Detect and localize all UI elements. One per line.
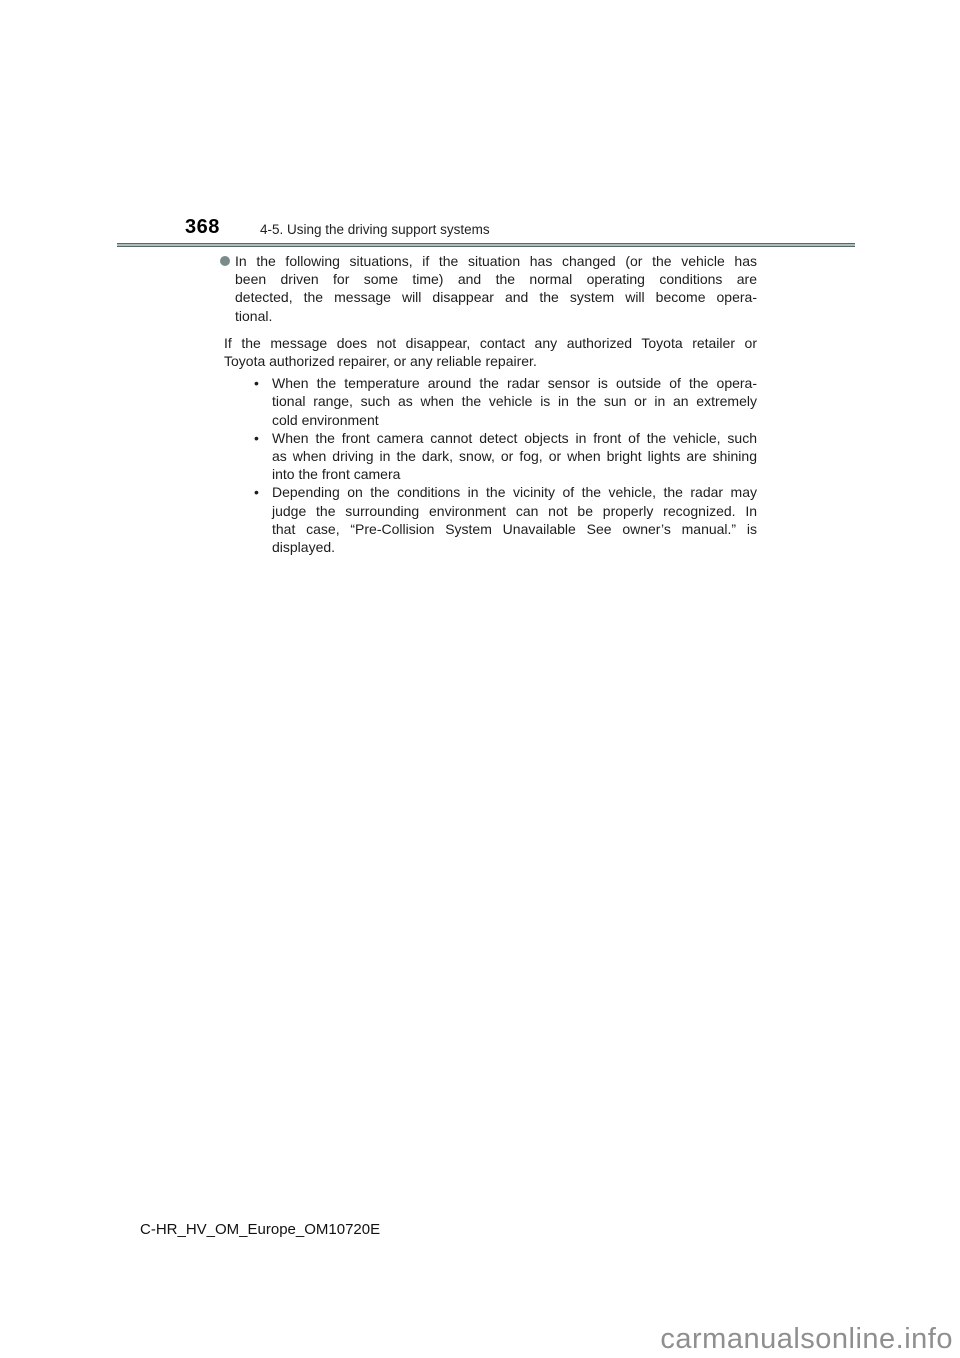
header-rule-divider <box>117 243 855 247</box>
text-line: Depending on the conditions in the vicinity of the vehicle, the radar may <box>272 484 757 501</box>
page-number: 368 <box>185 216 220 238</box>
small-bullet-icon: • <box>254 429 259 446</box>
text-line: been driven for some time) and the normal operating conditions are <box>235 271 757 288</box>
document-code: C-HR_HV_OM_Europe_OM10720E <box>140 1221 381 1238</box>
text-line: In the following situations, if the situation has changed (or the vehicle has <box>235 253 757 269</box>
text-line: as when driving in the dark, snow, or fog, or when bright lights are shining <box>272 448 757 465</box>
text-line: detected, the message will disappear and the system will become opera- <box>235 289 757 306</box>
body-paragraph <box>224 334 757 370</box>
section-header: 4-5. Using the driving support systems <box>260 222 490 237</box>
sub-bullet-item <box>222 429 757 484</box>
text-line: judge the surrounding environment can not be properly recognized. In <box>272 502 757 519</box>
text-line: tional. <box>235 307 273 324</box>
text-line: into the front camera <box>272 466 401 483</box>
small-bullet-icon: • <box>254 484 259 501</box>
sub-bullet-item <box>222 374 757 429</box>
text-line: When the temperature around the radar sensor is outside of the opera- <box>272 375 757 392</box>
text-line: that case, “Pre-Collision System Unavailable See owner’s manual.” is <box>272 520 757 537</box>
page-body <box>222 252 757 556</box>
text-line: When the front camera cannot detect objects in front of the vehicle, such <box>272 429 757 446</box>
sub-bullet-list <box>222 374 757 556</box>
bullet-dot-icon <box>220 256 230 266</box>
text-line: displayed. <box>272 539 336 556</box>
text-line: Toyota authorized repairer, or any reliable repairer. <box>224 353 537 370</box>
watermark-text: carmanualsonline.info <box>660 1323 953 1355</box>
text-line: tional range, such as when the vehicle is in the sun or in an extremely <box>272 393 757 410</box>
text-line: cold environment <box>272 411 379 428</box>
small-bullet-icon: • <box>254 375 259 392</box>
text-line: If the message does not disappear, contact any authorized Toyota retailer or <box>224 334 757 351</box>
sub-bullet-item <box>222 483 757 556</box>
note-bullet-item <box>222 252 757 325</box>
